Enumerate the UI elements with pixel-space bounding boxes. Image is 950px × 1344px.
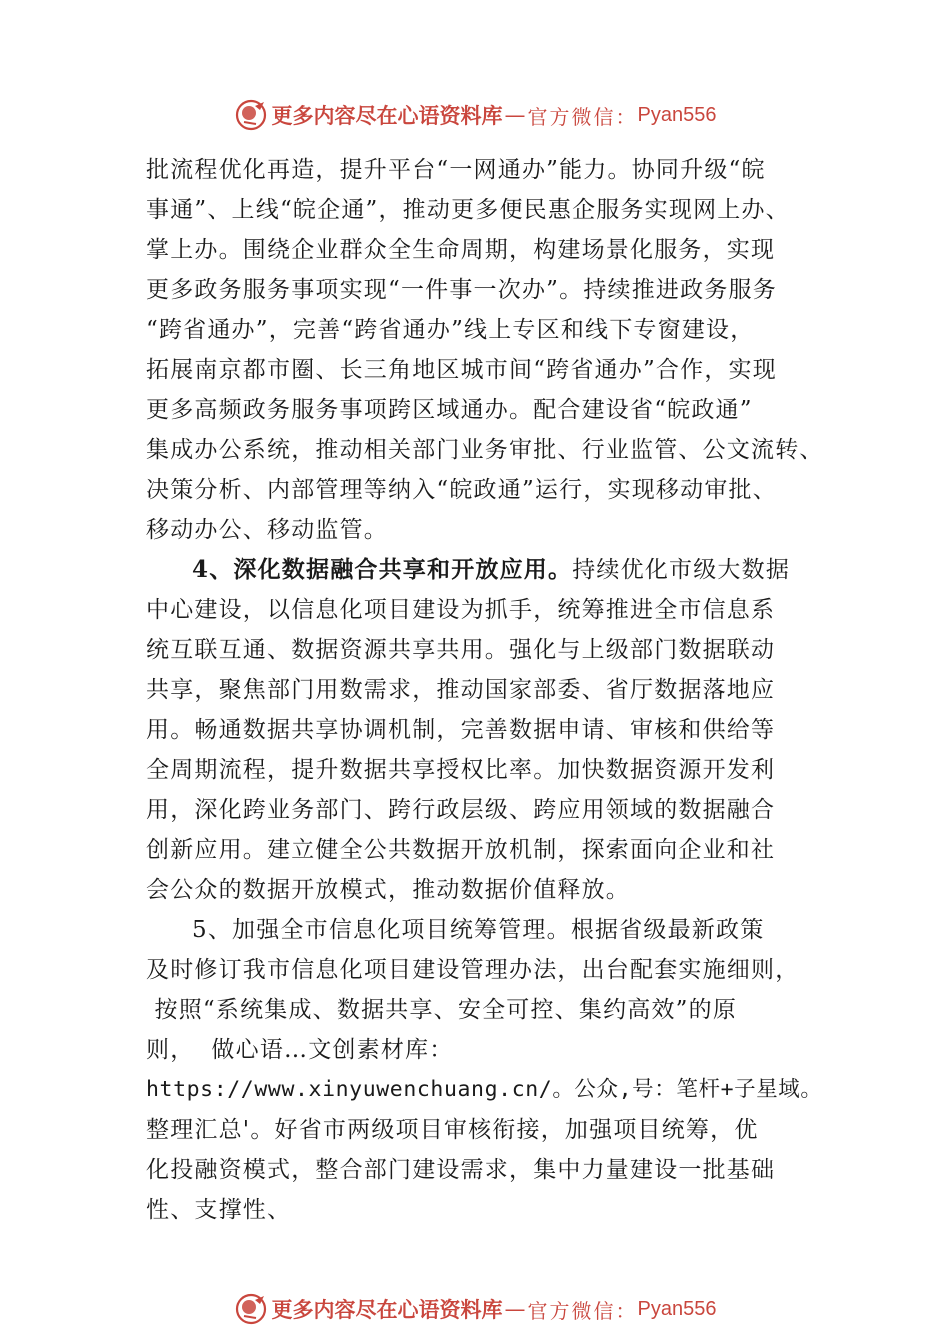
header-handle: Pyan556 [637, 103, 717, 126]
section-4-heading: 4、深化数据融合共享和开放应用。 [192, 556, 573, 583]
section-4-first-line [146, 550, 831, 590]
logo-icon [234, 98, 268, 132]
text-line: 共享，聚焦部门用数需求，推动国家部委、省厅数据落地应 [146, 677, 776, 703]
logo-icon [234, 1292, 268, 1326]
header-dash: — [504, 103, 526, 127]
footer-dash: — [504, 1297, 526, 1321]
footer-handle: Pyan556 [637, 1297, 717, 1320]
document-body [146, 150, 831, 1230]
text-line: 会公众的数据开放模式，推动数据价值释放。 [146, 877, 630, 903]
text-line: 移动办公、移动监管。 [146, 517, 388, 543]
text-line: 决策分析、内部管理等纳入“皖政通”运行，实现移动审批、 [146, 477, 777, 503]
text-line: 性、支撑性、 [146, 1197, 292, 1223]
text-line: 按照“系统集成、数据共享、安全可控、集约高效”的原 [146, 997, 738, 1023]
url-line: https://www.xinyuwenchuang.cn/。公众,号：笔杆+子星域。 [146, 1077, 823, 1102]
text-line: 拓展南京都市圈、长三角地区城市间“跨省通办”合作，实现 [146, 357, 777, 383]
text-line: 集成办公系统，推动相关部门业务审批、行业监管、公文流转、 [146, 437, 824, 463]
text-line: 中心建设，以信息化项目建设为抓手，统筹推进全市信息系 [146, 597, 776, 623]
section-4-first-rest: 持续优化市级大数据 [572, 557, 791, 583]
footer-banner [0, 1289, 950, 1329]
text-line: 及时修订我市信息化项目建设管理办法，出台配套实施细则， [146, 957, 800, 983]
header-label: 官方微信： [527, 104, 638, 129]
text-line: 更多政务服务事项实现“一件事一次办”。持续推进政务服务 [146, 277, 777, 303]
text-line: 则， 做心语…文创素材库： [146, 1037, 454, 1063]
footer-title: 更多内容尽在心语资料库 [271, 1297, 503, 1322]
text-line: 用。畅通数据共享协调机制，完善数据申请、审核和供给等 [146, 717, 776, 743]
text-line: 创新应用。建立健全公共数据开放机制，探索面向企业和社 [146, 837, 776, 863]
text-line: 整理汇总'。好省市两级项目审核衔接，加强项目统筹，优 [146, 1117, 759, 1143]
text-line: 更多高频政务服务事项跨区域通办。配合建设省“皖政通” [146, 397, 753, 423]
header-title: 更多内容尽在心语资料库 [271, 103, 503, 128]
text-line: 批流程优化再造，提升平台“一网通办”能力。协同升级“皖 [146, 157, 766, 183]
footer-label: 官方微信： [527, 1298, 638, 1323]
text-line: 用，深化跨业务部门、跨行政层级、跨应用领域的数据融合 [146, 797, 776, 823]
text-line: 统互联互通、数据资源共享共用。强化与上级部门数据联动 [146, 637, 776, 663]
header-banner [0, 95, 950, 135]
text-line: 掌上办。围绕企业群众全生命周期，构建场景化服务，实现 [146, 237, 776, 263]
text-line: 事通”、上线“皖企通”，推动更多便民惠企服务实现网上办、 [146, 197, 790, 223]
text-line: 全周期流程，提升数据共享授权比率。加快数据资源开发利 [146, 757, 776, 783]
section-5-first-line: 5、加强全市信息化项目统筹管理。根据省级最新政策 [192, 917, 765, 943]
text-line: “跨省通办”，完善“跨省通办”线上专区和线下专窗建设， [146, 317, 755, 343]
text-line: 化投融资模式，整合部门建设需求，集中力量建设一批基础 [146, 1157, 776, 1183]
